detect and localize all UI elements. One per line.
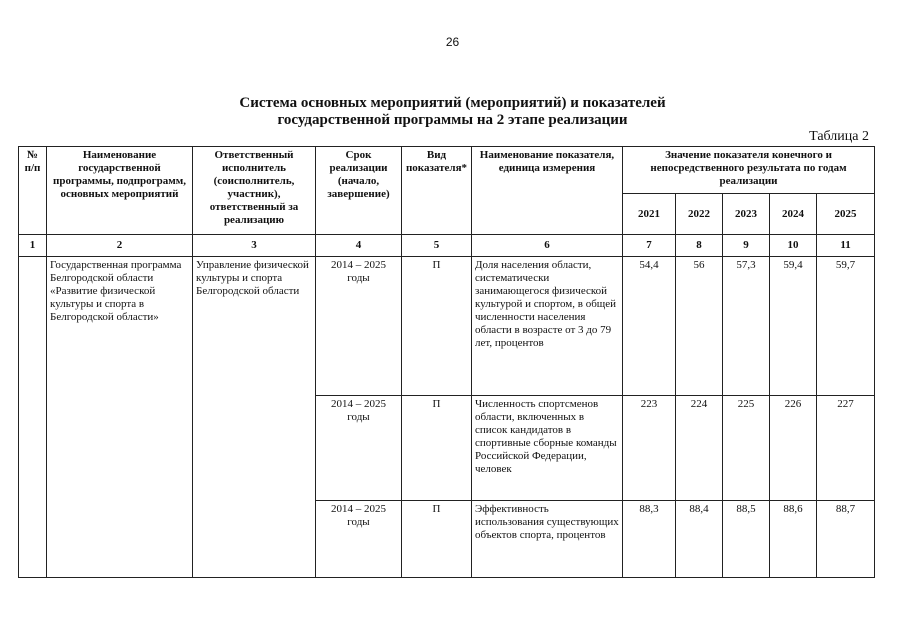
program-executor-cell: Управление физической культуры и спорта Белгородской области	[193, 257, 316, 578]
column-number: 6	[472, 235, 623, 257]
header-value-group: Значение показателя конечного и непосредственного результата по годам реализации	[623, 147, 875, 194]
value-cell: 88,7	[817, 501, 875, 578]
header-num: № п/п	[19, 147, 47, 235]
period-cell: 2014 – 2025 годы	[316, 501, 402, 578]
header-name: Наименование государственной программы, подпрограмм, основных мероприятий	[47, 147, 193, 235]
value-cell: 88,3	[623, 501, 676, 578]
header-year: 2021	[623, 194, 676, 235]
header-year: 2024	[770, 194, 817, 235]
value-cell: 88,5	[723, 501, 770, 578]
header-type: Вид показателя*	[402, 147, 472, 235]
value-cell: 54,4	[623, 257, 676, 396]
type-cell: П	[402, 501, 472, 578]
column-number: 9	[723, 235, 770, 257]
indicator-cell: Численность спортсменов области, включенных в список кандидатов в спортивные сборные команды Российской Федерации, человек	[472, 396, 623, 501]
type-cell: П	[402, 257, 472, 396]
indicator-cell: Эффективность использования существующих объектов спорта, процентов	[472, 501, 623, 578]
value-cell: 59,7	[817, 257, 875, 396]
header-year: 2023	[723, 194, 770, 235]
program-name-cell: Государственная программа Белгородской области «Развитие физической культуры и спорта в Белгородской области»	[47, 257, 193, 578]
value-cell: 227	[817, 396, 875, 501]
column-number: 8	[676, 235, 723, 257]
column-number: 11	[817, 235, 875, 257]
header-row	[19, 147, 875, 194]
column-number: 10	[770, 235, 817, 257]
header-year: 2022	[676, 194, 723, 235]
value-cell: 88,6	[770, 501, 817, 578]
column-number: 7	[623, 235, 676, 257]
header-executor: Ответственный исполнитель (соисполнитель, участник), ответственный за реализацию	[193, 147, 316, 235]
indicators-table	[18, 146, 875, 578]
indicator-cell: Доля населения области, систематически занимающегося физической культурой и спортом, в общей численности населения области в возрасте от 3 до 79 лет, процентов	[472, 257, 623, 396]
column-numbers-row	[19, 235, 875, 257]
column-number: 4	[316, 235, 402, 257]
header-year: 2025	[817, 194, 875, 235]
value-cell: 226	[770, 396, 817, 501]
header-period: Срок реализации (начало, завершение)	[316, 147, 402, 235]
document-title	[0, 95, 905, 129]
page-number: 26	[445, 35, 460, 49]
value-cell: 225	[723, 396, 770, 501]
value-cell: 59,4	[770, 257, 817, 396]
value-cell: 57,3	[723, 257, 770, 396]
period-cell: 2014 – 2025 годы	[316, 257, 402, 396]
value-cell: 56	[676, 257, 723, 396]
value-cell: 88,4	[676, 501, 723, 578]
type-cell: П	[402, 396, 472, 501]
period-cell: 2014 – 2025 годы	[316, 396, 402, 501]
title-line-2: государственной программы на 2 этапе реализации	[277, 112, 628, 128]
column-number: 5	[402, 235, 472, 257]
title-line-1: Система основных мероприятий (мероприятий) и показателей	[239, 95, 666, 111]
column-number: 3	[193, 235, 316, 257]
column-number: 1	[19, 235, 47, 257]
table-row	[19, 257, 875, 396]
value-cell: 224	[676, 396, 723, 501]
table-caption: Таблица 2	[809, 129, 869, 144]
program-num-cell	[19, 257, 47, 578]
column-number: 2	[47, 235, 193, 257]
header-indicator: Наименование показателя, единица измерения	[472, 147, 623, 235]
value-cell: 223	[623, 396, 676, 501]
